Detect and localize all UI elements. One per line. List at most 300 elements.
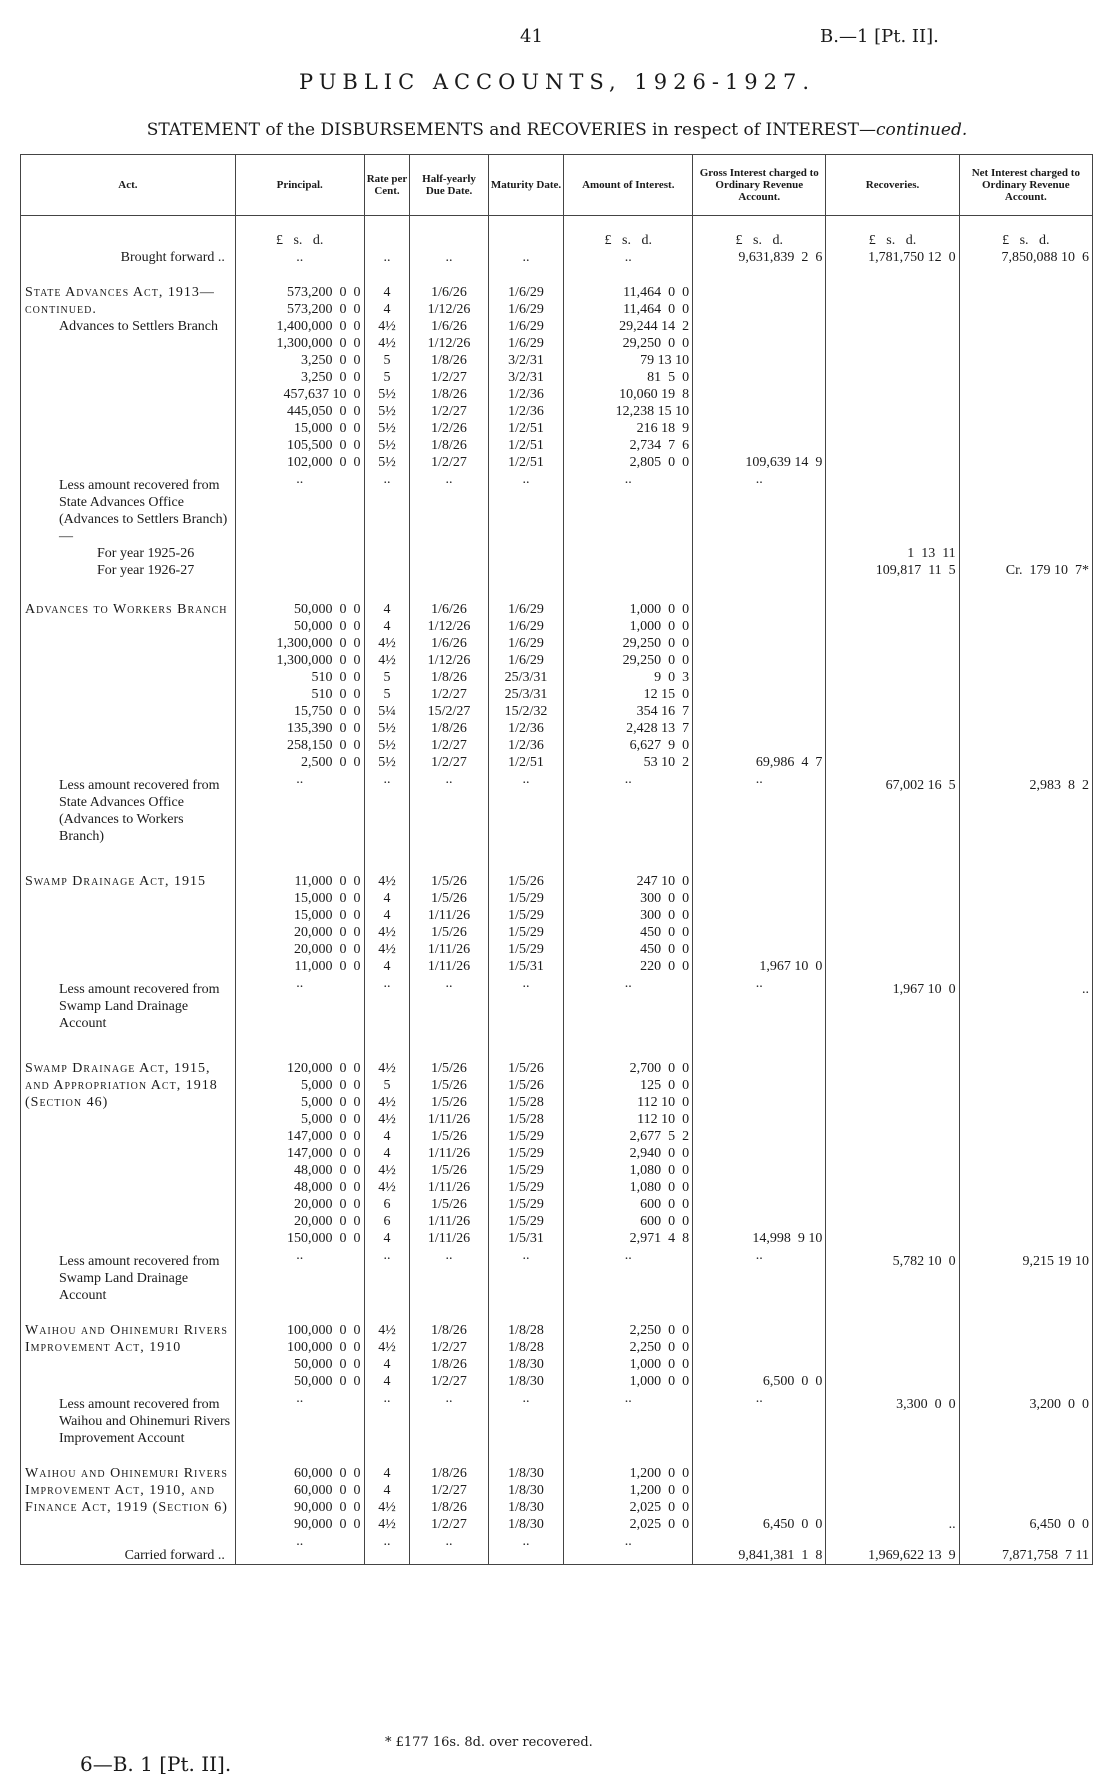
interest-line: 600 0 0 [640,1197,690,1212]
principal-line: 258,150 0 0 [287,738,361,753]
recoveries-blank [826,266,959,471]
less-dots: .. [564,1390,693,1447]
interest-line: 354 16 7 [636,704,690,719]
less-recovered-label [21,1247,236,1304]
interest-line: 81 5 0 [647,370,690,385]
rate-line: 5½ [378,455,396,470]
less-dots: .. [693,1390,826,1447]
maturity-date-line: 25/3/31 [504,670,548,685]
principal-line: 120,000 0 0 [287,1061,361,1076]
gross-total: 6,500 0 0 [693,1304,826,1390]
due-date-line: 1/2/27 [431,455,467,470]
less-recovered-label [21,975,236,1032]
principal-line: 510 0 0 [311,687,361,702]
rate-line: 5 [383,353,391,368]
principal-line: 60,000 0 0 [294,1483,361,1498]
rate-line: 4 [383,891,391,906]
due-date [410,266,488,471]
due-date-line: 1/5/26 [431,1163,467,1178]
principal-line: 5,000 0 0 [301,1078,361,1093]
act-name [21,579,236,771]
due-date-line: 1/5/26 [431,891,467,906]
less-dots: .. [693,975,826,1032]
less-dots: .. [564,471,693,579]
brought-forward-row [21,249,1093,266]
principal-line: 90,000 0 0 [294,1500,361,1515]
net-blank [959,1032,1092,1247]
net-total: .. [959,975,1092,1032]
due-date-line: 1/11/26 [427,1214,471,1229]
interest-line: 11,464 0 0 [623,285,690,300]
principal [235,1304,364,1390]
units-interest: £ s. d. [564,216,693,250]
maturity-date-line: 1/8/28 [508,1323,544,1338]
rate-line: 6 [383,1214,391,1229]
act-name [21,1032,236,1247]
interest-line: 2,940 0 0 [629,1146,690,1161]
due-date-line: 1/2/27 [431,687,467,702]
less-label: Less amount recovered from Waihou and Ohinemuri Rivers Improvement Account [59,1397,231,1446]
interest-line: 29,250 0 0 [622,636,690,651]
interest-line: 112 10 0 [637,1112,690,1127]
less-dots: .. [564,771,693,845]
interest-line: 1,080 0 0 [629,1163,690,1178]
rate-line: 4½ [378,1061,396,1076]
interest-line: 2,250 0 0 [629,1323,690,1338]
subtitle-main: STATEMENT of the DISBURSEMENTS and RECOVERIES in respect of INTEREST— [146,120,877,140]
principal-line: 510 0 0 [311,670,361,685]
less-dots: .. [364,471,410,579]
rate-line: 5½ [378,721,396,736]
bf-dots: .. [564,249,693,266]
maturity-date-line: 1/5/29 [508,1197,544,1212]
maturity-date-line: 1/5/31 [508,1231,544,1246]
section-row [21,266,1093,471]
principal-line: 573,200 0 0 [287,285,361,300]
rate-line: 4½ [378,1517,396,1532]
footnote: * £177 16s. 8d. over recovered. [385,1735,593,1750]
principal-line: 20,000 0 0 [294,1197,361,1212]
interest-line: 1,000 0 0 [629,1357,690,1372]
interest-line: 2,734 7 6 [629,438,690,453]
due-date-line: 1/8/26 [431,1357,467,1372]
maturity-date-line: 1/8/28 [508,1340,544,1355]
interest-line: 2,805 0 0 [629,455,690,470]
due-date-line: 1/11/26 [427,1231,471,1246]
less-dots: .. [235,1247,364,1304]
maturity-date-line: 1/5/26 [508,1061,544,1076]
interest-line: 1,000 0 0 [629,602,690,617]
recoveries: 1,967 10 0 [826,975,959,1032]
rate-line: 4½ [378,1180,396,1195]
less-row [21,471,1093,579]
due-date-line: 1/11/26 [427,1112,471,1127]
rate-line: 4½ [378,1112,396,1127]
bf-dots: .. [410,249,488,266]
due-date-line: 1/11/26 [427,959,471,974]
principal [235,1032,364,1247]
less-label: Less amount recovered from Swamp Land Drainage Account [59,982,220,1031]
maturity-date-line: 1/5/28 [508,1095,544,1110]
principal-line: 100,000 0 0 [287,1323,361,1338]
due-date [410,579,488,771]
principal-line: 445,050 0 0 [287,404,361,419]
maturity-date-line: 1/2/36 [508,721,544,736]
principal-line: 147,000 0 0 [287,1146,361,1161]
principal-line: 48,000 0 0 [294,1163,361,1178]
principal-line: 60,000 0 0 [294,1466,361,1481]
section-row [21,845,1093,975]
act-name [21,1447,236,1533]
interest-line: 29,250 0 0 [622,653,690,668]
act-name [21,845,236,975]
maturity-date-line: 1/6/29 [508,302,544,317]
net-total: Cr. 179 10 7* [959,471,1092,579]
interest-line: 216 18 9 [636,421,690,436]
recoveries [826,471,959,579]
maturity-date [488,1032,564,1247]
interest-line: 1,000 0 0 [629,1374,690,1389]
due-date-line: 1/2/27 [431,1517,467,1532]
less-dots: .. [410,471,488,579]
maturity-date-line: 1/6/29 [508,636,544,651]
rate-line: 4 [383,1374,391,1389]
interest-line: 2,250 0 0 [629,1340,690,1355]
net-total: 2,983 8 2 [959,771,1092,845]
page-title: PUBLIC ACCOUNTS, 1926-1927. [298,70,816,94]
maturity-date-line: 15/2/32 [504,704,548,719]
rate-line: 4 [383,1357,391,1372]
interest-line: 9 0 3 [654,670,690,685]
less-dots: .. [488,771,564,845]
interest-ledger-table [20,154,1093,1565]
act-title: Swamp Drainage Act, 1915, and Appropriation Act, 1918 (Section 46) [25,1061,218,1110]
due-date-line: 15/2/27 [427,704,471,719]
less-dots: .. [488,975,564,1032]
less-dots: .. [488,471,564,579]
less-row [21,975,1093,1032]
principal-line: 100,000 0 0 [287,1340,361,1355]
due-date-line: 1/11/26 [427,1180,471,1195]
rate-line: 4½ [378,1500,396,1515]
principal-line: 573,200 0 0 [287,302,361,317]
less-dots: .. [235,1390,364,1447]
principal-line: 3,250 0 0 [301,353,361,368]
principal-line: 50,000 0 0 [294,602,361,617]
maturity-date-line: 3/2/31 [508,353,544,368]
gross-total: 6,450 0 0 [693,1447,826,1533]
interest-line: 29,250 0 0 [622,336,690,351]
maturity-date-line: 1/2/51 [508,755,544,770]
act-title: Advances to Workers Branch [25,602,228,617]
principal-line: 15,000 0 0 [294,421,361,436]
maturity-date-line: 1/5/26 [508,1078,544,1093]
col-due-date: Half-yearly Due Date. [410,155,488,216]
recovery-value: 109,817 11 5 [875,563,956,578]
due-date-line: 1/6/26 [431,285,467,300]
less-dots: .. [564,975,693,1032]
due-date-line: 1/2/27 [431,370,467,385]
rate-line: 4 [383,1231,391,1246]
bf-gross: 9,631,839 2 6 [693,249,826,266]
principal-line: 3,250 0 0 [301,370,361,385]
less-recovered-label [21,471,236,579]
principal-line: 11,000 0 0 [294,874,361,889]
rate-line: 4 [383,959,391,974]
rate-line: 4½ [378,336,396,351]
principal-line: 147,000 0 0 [287,1129,361,1144]
maturity-date [488,266,564,471]
rate-line: 4½ [378,1163,396,1178]
due-date-line: 1/8/26 [431,353,467,368]
interest [564,845,693,975]
rate-line: 5½ [378,738,396,753]
net-total: 9,215 19 10 [959,1247,1092,1304]
interest-line: 112 10 0 [637,1095,690,1110]
principal-line: 15,750 0 0 [294,704,361,719]
maturity-date-line: 1/5/26 [508,874,544,889]
maturity-date-line: 1/2/51 [508,421,544,436]
due-date-line: 1/2/26 [431,421,467,436]
due-date [410,1304,488,1390]
principal-line: 135,390 0 0 [287,721,361,736]
maturity-date-line: 1/8/30 [508,1483,544,1498]
sheet-mark: 6—B. 1 [Pt. II]. [80,1752,232,1776]
rate-line: 4 [383,302,391,317]
principal [235,266,364,471]
act-title: Swamp Drainage Act, 1915 [25,874,207,889]
due-date-line: 1/2/27 [431,1374,467,1389]
due-date-line: 1/8/26 [431,1500,467,1515]
maturity-date-line: 1/5/29 [508,891,544,906]
bf-dots: .. [235,249,364,266]
rate-line: 5½ [378,421,396,436]
principal-line: 20,000 0 0 [294,925,361,940]
col-recoveries: Recoveries. [826,155,959,216]
net-total: 3,200 0 0 [959,1390,1092,1447]
rate-line: 5 [383,1078,391,1093]
less-year: For year 1926-27 [97,563,195,578]
maturity-date-line: 1/5/29 [508,1129,544,1144]
rate-line: 4½ [378,942,396,957]
rate [364,1447,410,1533]
principal-line: 90,000 0 0 [294,1517,361,1532]
rate-line: 4½ [378,1340,396,1355]
bf-dots: .. [488,249,564,266]
due-date-line: 1/8/26 [431,1466,467,1481]
carried-forward-label: Carried forward .. [21,1533,236,1565]
rate [364,845,410,975]
principal-line: 15,000 0 0 [294,891,361,906]
interest-line: 10,060 19 8 [619,387,690,402]
rate-line: 5½ [378,438,396,453]
maturity-date [488,1304,564,1390]
recoveries: 5,782 10 0 [826,1247,959,1304]
section-row [21,1032,1093,1247]
interest-line: 125 0 0 [640,1078,690,1093]
interest-line: 450 0 0 [640,925,690,940]
subtitle-continued: continued. [876,120,968,140]
maturity-date-line: 1/5/29 [508,908,544,923]
units-net: £ s. d. [959,216,1092,250]
rate-line: 5 [383,670,391,685]
interest-line: 53 10 2 [643,755,690,770]
principal-line: 1,300,000 0 0 [276,336,361,351]
rate-line: 4½ [378,925,396,940]
principal-line: 102,000 0 0 [287,455,361,470]
due-date-line: 1/2/27 [431,755,467,770]
interest-line: 600 0 0 [640,1214,690,1229]
rate-line: 4 [383,1129,391,1144]
interest-line: 220 0 0 [640,959,690,974]
principal-line: 48,000 0 0 [294,1180,361,1195]
page-number: 41 [520,26,543,47]
units-recoveries: £ s. d. [826,216,959,250]
maturity-date-line: 1/8/30 [508,1374,544,1389]
interest [564,266,693,471]
less-dots: .. [693,771,826,845]
rate-line: 5½ [378,387,396,402]
cf-gross: 9,841,381 1 8 [693,1533,826,1565]
due-date-line: 1/5/26 [431,1129,467,1144]
interest-line: 2,971 4 8 [629,1231,690,1246]
gross-total: 69,986 4 7 [693,579,826,771]
less-dots: .. [364,1390,410,1447]
maturity-date-line: 1/2/51 [508,455,544,470]
recoveries-blank [826,1304,959,1390]
bf-dots: .. [364,249,410,266]
interest [564,1032,693,1247]
interest-line: 1,200 0 0 [629,1466,690,1481]
interest [564,1447,693,1533]
due-date-line: 1/5/26 [431,1061,467,1076]
less-row [21,1247,1093,1304]
less-dots: .. [410,771,488,845]
gross-total: 109,639 14 9 [693,266,826,471]
interest [564,1304,693,1390]
units-principal: £ s. d. [235,216,364,250]
bf-net: 7,850,088 10 6 [959,249,1092,266]
principal-line: 150,000 0 0 [287,1231,361,1246]
less-dots: .. [235,771,364,845]
cf-dots: .. [410,1533,488,1565]
principal-line: 105,500 0 0 [287,438,361,453]
maturity-date-line: 1/6/29 [508,602,544,617]
cf-dots: .. [235,1533,364,1565]
due-date-line: 1/11/26 [427,1146,471,1161]
bf-recoveries: 1,781,750 12 0 [826,249,959,266]
maturity-date-line: 3/2/31 [508,370,544,385]
due-date [410,845,488,975]
principal-line: 20,000 0 0 [294,1214,361,1229]
act-title: State Advances Act, 1913—continued. [25,285,215,317]
units-blank [21,216,236,250]
document-reference: B.—1 [Pt. II]. [820,26,939,47]
less-row [21,771,1093,845]
maturity-date-line: 1/8/30 [508,1500,544,1515]
maturity-date-line: 1/5/28 [508,1112,544,1127]
principal-line: 5,000 0 0 [301,1112,361,1127]
due-date [410,1447,488,1533]
rate-line: 4½ [378,653,396,668]
due-date-line: 1/12/26 [427,653,471,668]
due-date-line: 1/5/26 [431,1078,467,1093]
maturity-date-line: 1/2/36 [508,738,544,753]
principal-line: 20,000 0 0 [294,942,361,957]
maturity-date-line: 1/6/29 [508,336,544,351]
due-date-line: 1/5/26 [431,1197,467,1212]
maturity-date-line: 1/5/31 [508,959,544,974]
less-recovered-label [21,1390,236,1447]
less-row [21,1390,1093,1447]
act-name [21,266,236,471]
interest [564,579,693,771]
cf-dots: .. [488,1533,564,1565]
less-dots: .. [364,975,410,1032]
recoveries: 3,300 0 0 [826,1390,959,1447]
principal-line: 50,000 0 0 [294,1357,361,1372]
principal-line: 2,500 0 0 [301,755,361,770]
rate-line: 4 [383,285,391,300]
section-row [21,579,1093,771]
maturity-date-line: 1/8/30 [508,1357,544,1372]
less-label: Less amount recovered from Swamp Land Drainage Account [59,1254,220,1303]
principal-line: 1,300,000 0 0 [276,653,361,668]
due-date-line: 1/12/26 [427,336,471,351]
units-gross: £ s. d. [693,216,826,250]
rate-line: 4 [383,1146,391,1161]
due-date-line: 1/2/27 [431,404,467,419]
less-dots: .. [564,1247,693,1304]
principal-line: 457,637 10 0 [283,387,361,402]
interest-line: 6,627 9 0 [629,738,690,753]
due-date-line: 1/2/27 [431,1483,467,1498]
col-principal: Principal. [235,155,364,216]
less-dots: .. [235,975,364,1032]
interest-line: 11,464 0 0 [623,302,690,317]
due-date-line: 1/2/27 [431,738,467,753]
due-date-line: 1/6/26 [431,319,467,334]
interest-line: 2,428 13 7 [626,721,690,736]
maturity-date-line: 1/8/30 [508,1466,544,1481]
rate-line: 4 [383,1466,391,1481]
gross-total: 1,967 10 0 [693,845,826,975]
due-date [410,1032,488,1247]
act-name [21,1304,236,1390]
principal [235,1447,364,1533]
less-dots: .. [364,1247,410,1304]
principal-line: 50,000 0 0 [294,1374,361,1389]
maturity-date [488,1447,564,1533]
maturity-date-line: 1/6/29 [508,285,544,300]
due-date-line: 1/8/26 [431,721,467,736]
maturity-date [488,845,564,975]
due-date-line: 1/11/26 [427,908,471,923]
rate-line: 5¼ [378,704,396,719]
interest-line: 450 0 0 [640,942,690,957]
maturity-date-line: 1/5/29 [508,1180,544,1195]
act-title: Waihou and Ohinemuri Rivers Improvement Act, 1910, and Finance Act, 1919 (Section 6) [25,1466,228,1515]
due-date-line: 1/8/26 [431,1323,467,1338]
maturity-date-line: 1/2/36 [508,404,544,419]
carried-forward-row [21,1533,1093,1565]
less-dots: .. [235,471,364,579]
interest-line: 2,025 0 0 [629,1517,690,1532]
col-maturity: Maturity Date. [488,155,564,216]
less-dots: .. [410,1247,488,1304]
rate-line: 4 [383,908,391,923]
recoveries: .. [826,1447,959,1533]
